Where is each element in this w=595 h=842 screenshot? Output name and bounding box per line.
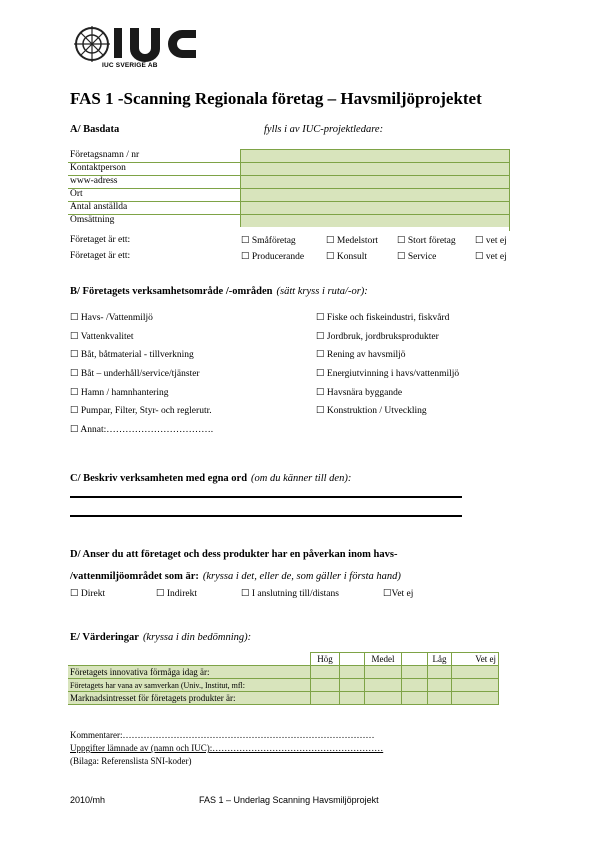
ratings-header-blank: [68, 653, 311, 666]
employees-field[interactable]: [240, 202, 510, 214]
type-option-service[interactable]: ☐ Service: [397, 252, 437, 262]
basdata-field-right-border: [509, 149, 510, 231]
basdata-label: Antal anställda: [70, 202, 128, 212]
size-option-unknown[interactable]: ☐ vet ej: [475, 236, 507, 246]
area-option[interactable]: ☐ Energiutvinning i havs/vattenmiljö: [316, 369, 460, 379]
area-option[interactable]: ☐ Rening av havsmiljö: [316, 350, 406, 360]
section-a-heading: A/ Basdata: [70, 124, 120, 135]
rating-cell[interactable]: [428, 692, 452, 705]
basdata-row: [68, 202, 509, 215]
size-option-medium[interactable]: ☐ Medelstort: [326, 236, 379, 246]
footer-title: FAS 1 – Underlag Scanning Havsmiljöprojekt: [199, 795, 379, 805]
column-medium: Medel: [365, 653, 402, 666]
rating-cell[interactable]: [452, 679, 499, 692]
area-option[interactable]: ☐ Havs- /Vattenmiljö: [70, 313, 153, 323]
basdata-label: Ort: [70, 189, 83, 199]
document-title: FAS 1 -Scanning Regionala företag – Havsmiljöprojektet: [70, 89, 482, 108]
section-b-note: (sätt kryss i ruta/-or):: [276, 286, 368, 297]
rating-cell[interactable]: [340, 679, 365, 692]
area-option[interactable]: ☐ Pumpar, Filter, Styr- och reglerutr.: [70, 406, 212, 416]
rating-cell[interactable]: [402, 692, 428, 705]
rating-cell[interactable]: [365, 679, 402, 692]
attachment-note: (Bilaga: Referenslista SNI-koder): [70, 756, 192, 766]
section-a-note: fylls i av IUC-projektledare:: [264, 124, 384, 135]
rating-cell[interactable]: [402, 666, 428, 679]
impact-option-direct[interactable]: ☐ Direkt: [70, 589, 106, 599]
ratings-row: [68, 666, 499, 679]
rating-cell[interactable]: [402, 679, 428, 692]
impact-option-indirect[interactable]: ☐ Indirekt: [156, 589, 197, 599]
basdata-label: www-adress: [70, 176, 118, 186]
section-e-note: (kryssa i din bedömning):: [142, 632, 252, 643]
ratings-row-label: Företagets innovativa förmåga idag är:: [68, 666, 311, 679]
area-option-other[interactable]: ☐ Annat:…………………………….: [70, 425, 214, 435]
impact-option-unknown[interactable]: ☐Vet ej: [383, 589, 414, 599]
area-option[interactable]: ☐ Båt – underhåll/service/tjänster: [70, 369, 200, 379]
ratings-row: [68, 692, 499, 705]
comments-line[interactable]: Kommentarer:…………………………………………………………………………: [70, 730, 375, 740]
area-option[interactable]: ☐ Hamn / hamnhantering: [70, 388, 169, 398]
impact-option-nearby[interactable]: ☐ I anslutning till/distans: [241, 589, 339, 599]
ratings-header-row: [68, 653, 499, 666]
section-b-heading: B/ Företagets verksamhetsområde /-områden: [70, 286, 273, 297]
company-size-label: Företaget är ett:: [70, 235, 131, 245]
column-blank: [340, 653, 365, 666]
ratings-row: [68, 679, 499, 692]
description-line[interactable]: [70, 496, 462, 498]
turnover-field[interactable]: [240, 215, 510, 227]
basdata-row: [68, 150, 509, 163]
web-address-field[interactable]: [240, 176, 510, 188]
section-d-note: (kryssa i det, eller de, som gäller i första hand): [202, 571, 401, 582]
column-high: Hög: [311, 653, 340, 666]
size-option-large[interactable]: ☐ Stort företag: [397, 236, 456, 246]
section-e-heading: E/ Värderingar: [70, 632, 139, 643]
rating-cell[interactable]: [365, 666, 402, 679]
type-option-unknown[interactable]: ☐ vet ej: [475, 252, 507, 262]
size-option-small[interactable]: ☐ Småföretag: [241, 236, 296, 246]
rating-cell[interactable]: [452, 692, 499, 705]
section-c-heading: C/ Beskriv verksamheten med egna ord: [70, 473, 248, 484]
company-name-field[interactable]: [240, 150, 510, 162]
column-blank: [402, 653, 428, 666]
submitted-by-line[interactable]: Uppgifter lämnade av (namn och IUC):…………………………………………………: [70, 743, 384, 753]
rating-cell[interactable]: [340, 692, 365, 705]
description-line[interactable]: [70, 515, 462, 517]
rating-cell[interactable]: [311, 666, 340, 679]
basdata-label: Omsättning: [70, 215, 115, 225]
ratings-table: [68, 652, 499, 705]
basdata-row: [68, 215, 509, 227]
rating-cell[interactable]: [365, 692, 402, 705]
rating-cell[interactable]: [311, 679, 340, 692]
company-type-label: Företaget är ett:: [70, 251, 131, 261]
column-low: Låg: [428, 653, 452, 666]
section-c-header: [70, 468, 351, 486]
logo-caption: IUC SVERIGE AB: [102, 62, 158, 69]
section-d-heading-line2: /vattenmiljöområdet som är:: [70, 571, 199, 582]
city-field[interactable]: [240, 189, 510, 201]
section-e-header: [70, 627, 251, 645]
section-c-note: (om du känner till den):: [251, 473, 352, 484]
section-d-heading-line1: D/ Anser du att företaget och dess produkter har en påverkan inom havs-: [70, 549, 398, 560]
area-option[interactable]: ☐ Vattenkvalitet: [70, 332, 134, 342]
rating-cell[interactable]: [452, 666, 499, 679]
area-option[interactable]: ☐ Fiske och fiskeindustri, fiskvård: [316, 313, 450, 323]
ratings-row-label: Marknadsintresset för företagets produkter är:: [68, 692, 311, 705]
rating-cell[interactable]: [428, 679, 452, 692]
area-option[interactable]: ☐ Konstruktion / Utveckling: [316, 406, 427, 416]
area-option[interactable]: ☐ Jordbruk, jordbruksprodukter: [316, 332, 439, 342]
basdata-row: [68, 176, 509, 189]
basdata-row: [68, 189, 509, 202]
contact-person-field[interactable]: [240, 163, 510, 175]
section-d-header-line2: [70, 566, 401, 584]
section-b-header: [70, 281, 368, 299]
rating-cell[interactable]: [311, 692, 340, 705]
area-option[interactable]: ☐ Båt, båtmaterial - tillverkning: [70, 350, 194, 360]
type-option-producing[interactable]: ☐ Producerande: [241, 252, 305, 262]
area-option[interactable]: ☐ Havsnära byggande: [316, 388, 403, 398]
basdata-label: Företagsnamn / nr: [70, 150, 140, 160]
type-option-consultant[interactable]: ☐ Konsult: [326, 252, 367, 262]
column-unknown: Vet ej: [452, 653, 499, 666]
footer-date: 2010/mh: [70, 795, 106, 805]
rating-cell[interactable]: [340, 666, 365, 679]
basdata-row: [68, 163, 509, 176]
ratings-row-label: Företagets har vana av samverkan (Univ., Institut, mfl:: [68, 679, 311, 692]
rating-cell[interactable]: [428, 666, 452, 679]
basdata-label: Kontaktperson: [70, 163, 126, 173]
